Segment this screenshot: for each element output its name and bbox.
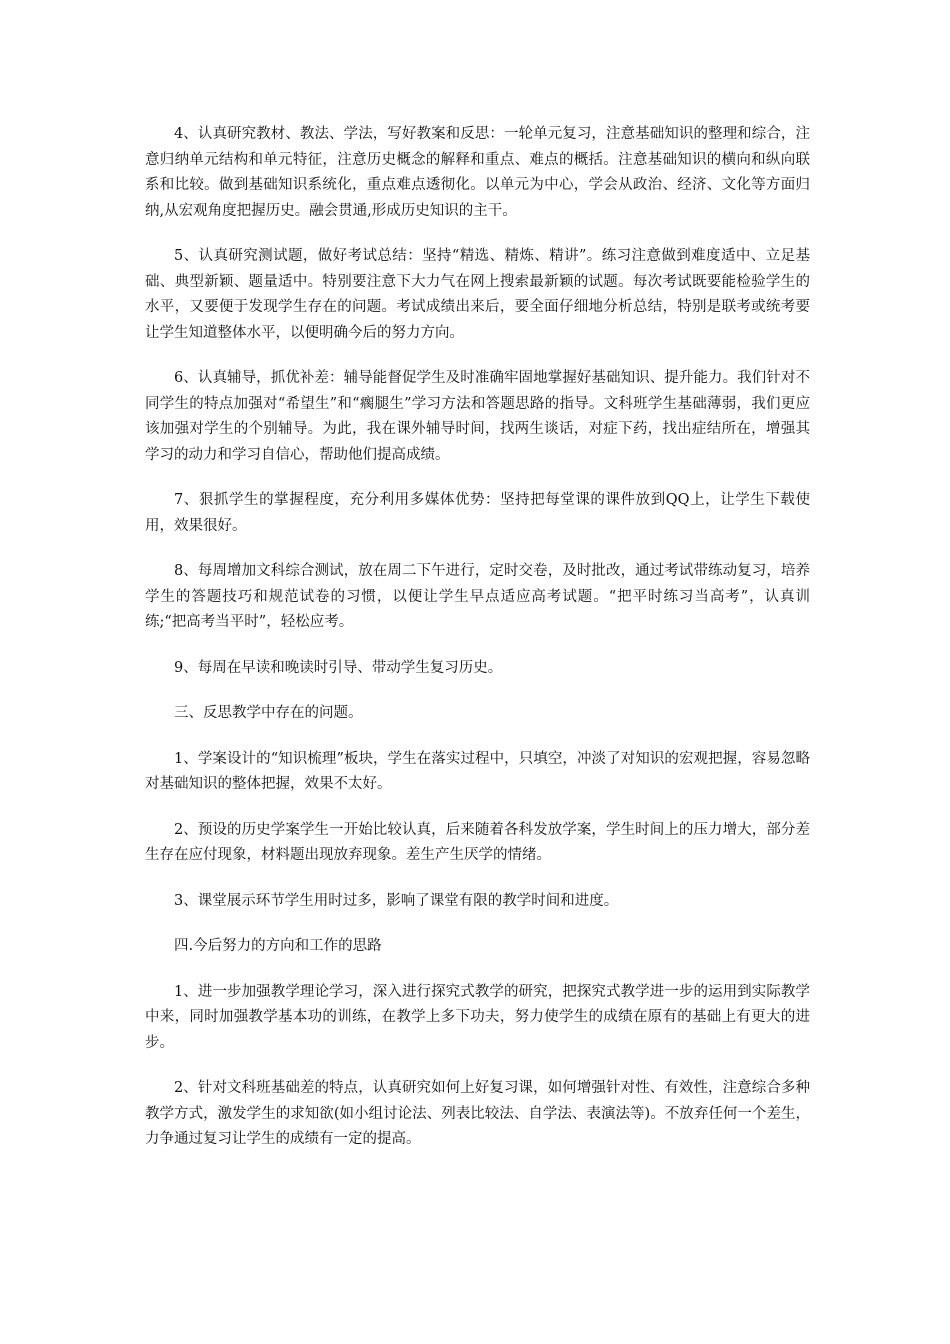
problem-item-1: 1、学案设计的“知识梳理”板块，学生在落实过程中，只填空，冲淡了对知识的宏观把握，容易忽略对基础知识的整体把握，效果不太好。 <box>145 750 810 792</box>
section-heading-future: 四.今后努力的方向和工作的思路 <box>174 938 382 954</box>
section-heading-reflection: 三、反思教学中存在的问题。 <box>174 705 363 721</box>
paragraph-item-7: 7、狠抓学生的掌握程度，充分利用多媒体优势：坚持把每堂课的课件放到QQ上，让学生下载使用，效果很好。 <box>145 492 810 534</box>
paragraph-item-9: 9、每周在早读和晚读时引导、带动学生复习历史。 <box>174 659 503 676</box>
paragraph-item-6: 6、认真辅导，抓优补差：辅导能督促学生及时准确牢固地掌握好基础知识、提升能力。我们针对不同学生的特点加强对“希望生”和“瘸腿生”学习方法和答题思路的指导。文科班学生基础薄弱，我们更应该加强对学生的个别辅导。为此，我在课外辅导时间，找两生谈话，对症下药，找出症结所在，增强其学习的动力和学习自信心，帮助他们提高成绩。 <box>145 370 810 463</box>
problem-item-2: 2、预设的历史学案学生一开始比较认真，后来随着各科发放学案，学生时间上的压力增大，部分差生存在应付现象，材料题出现放弃现象。差生产生厌学的情绪。 <box>145 821 810 863</box>
paragraph-item-4: 4、认真研究教材、教法、学法，写好教案和反思：一轮单元复习，注意基础知识的整理和综合，注意归纳单元结构和单元特征，注意历史概念的解释和重点、难点的概括。注意基础知识的横向和纵向联系和比较。做到基础知识系统化，重点难点透彻化。以单元为中心，学会从政治、经济、文化等方面归纳,从宏观角度把握历史。融会贯通,形成历史知识的主干。 <box>145 126 810 219</box>
future-item-2: 2、针对文科班基础差的特点，认真研究如何上好复习课，如何增强针对性、有效性，注意综合多种教学方式，激发学生的求知欲(如小组讨论法、列表比较法、自学法、表演法等)。不放弃任何一个差生，力争通过复习让学生的成绩有一定的提高。 <box>145 1080 810 1147</box>
paragraph-item-8: 8、每周增加文科综合测试，放在周二下午进行，定时交卷，及时批改，通过考试带练动复习，培养学生的答题技巧和规范试卷的习惯，以便让学生早点适应高考试题。“把平时练习当高考”，认真训练;“把高考当平时”，轻松应考。 <box>145 563 810 630</box>
problem-item-3: 3、课堂展示环节学生用时过多，影响了课堂有限的教学时间和进度。 <box>174 892 619 909</box>
document-page <box>145 122 810 1173</box>
paragraph-item-5: 5、认真研究测试题，做好考试总结：坚持“精选、精炼、精讲”。练习注意做到难度适中、立足基础、典型新颖、题量适中。特别要注意下大力气在网上搜索最新颖的试题。每次考试既要能检验学生的水平，又要便于发现学生存在的问题。考试成绩出来后，要全面仔细地分析总结，特别是联考或统考要让学生知道整体水平，以便明确今后的努力方向。 <box>145 248 810 341</box>
future-item-1: 1、进一步加强教学理论学习，深入进行探究式教学的研究，把探究式教学进一步的运用到实际教学中来，同时加强教学基本功的训练，在教学上多下功夫，努力使学生的成绩在原有的基础上有更大的进步。 <box>145 983 810 1051</box>
